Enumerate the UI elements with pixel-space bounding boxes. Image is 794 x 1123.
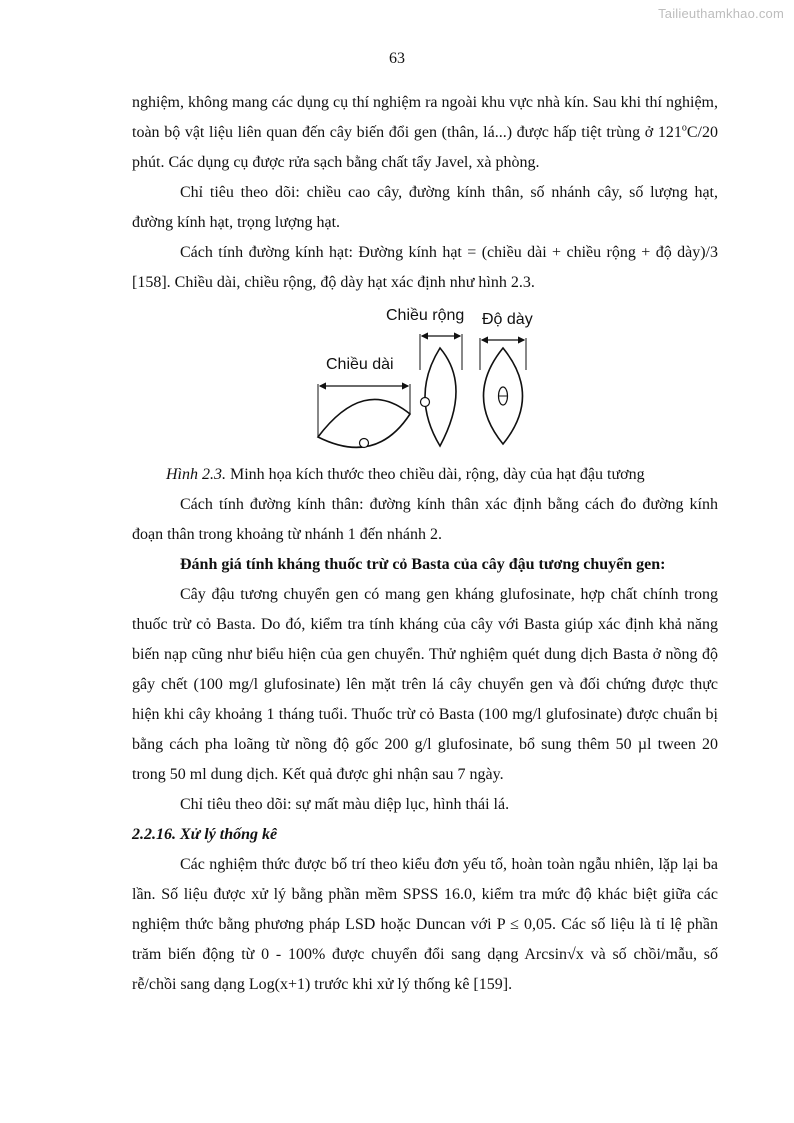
paragraph-seed-diameter: Cách tính đường kính hạt: Đường kính hạt = (chiều dài + chiều rộng + độ dày)/3 [158]. Chiều dài, chiều rộng, độ dày hạt xác định như hình 2.3. xyxy=(132,244,718,291)
page-number: 63 xyxy=(389,50,405,67)
label-length: Chiều dài xyxy=(326,356,394,373)
paragraph-seed-indicators: Chỉ tiêu theo dõi: chiều cao cây, đường kính thân, số nhánh cây, số lượng hạt, đường kính hạt, trọng lượng hạt. xyxy=(132,184,718,231)
paragraph-text-tail: C/20 phút. Các dụng cụ được rửa sạch bằng chất tẩy Javel, xà phòng. xyxy=(132,124,718,171)
watermark: Tailieuthamkhao.com xyxy=(658,6,784,21)
seed-length-view xyxy=(318,384,410,448)
label-width: Chiều rộng xyxy=(386,307,465,324)
section-heading-statistics: 2.2.16. Xử lý thống kê xyxy=(132,826,278,843)
paragraph-basta-test: Cây đậu tương chuyển gen có mang gen kháng glufosinate, hợp chất chính trong thuốc trừ cỏ Basta. Do đó, kiểm tra tính kháng của cây với Basta giúp xác định khả năng biến nạp cũng như biểu hiện của gen chuyển. Thử nghiệm quét dung dịch Basta ở nồng độ gây chết (100 mg/l glufosinate) lên mặt trên lá cây chuyển gen và đối chứng được thực hiện khi cây khoảng 1 tháng tuổi. Thuốc trừ cỏ Basta (100 mg/l glufosinate) được chuẩn bị bằng cách pha loãng từ nồng độ gốc 200 g/l glufosinate, bổ sung thêm 50 µl tween 20 trong 50 ml dung dịch. Kết quả được ghi nhận sau 7 ngày. xyxy=(132,586,718,783)
seed-width-view xyxy=(420,334,462,446)
seed-dimension-figure xyxy=(132,298,718,460)
paragraph-statistics: Các nghiệm thức được bố trí theo kiểu đơn yếu tố, hoàn toàn ngẫu nhiên, lặp lại ba lần. Số liệu được xử lý bằng phần mềm SPSS 16.0, kiểm tra mức độ khác biệt giữa các nghiệm thức bằng phương pháp LSD hoặc Duncan với P ≤ 0,05. Các số liệu là tỉ lệ phần trăm biến động từ 0 - 100% được chuyển đổi sang dạng Arcsin√x và số chồi/mẫu, số rễ/chồi sang dạng Log(x+1) trước khi xử lý thống kê [159]. xyxy=(132,856,718,993)
paragraph-continuation xyxy=(132,88,718,178)
label-thickness: Độ dày xyxy=(482,311,533,328)
subheading-basta-resistance: Đánh giá tính kháng thuốc trừ cỏ Basta của cây đậu tương chuyển gen: xyxy=(180,556,666,573)
document-body xyxy=(132,88,718,1000)
paragraph-text: nghiệm, không mang các dụng cụ thí nghiệm ra ngoài khu vực nhà kín. Sau khi thí nghiệm, toàn bộ vật liệu liên quan đến cây biến đổi gen (thân, lá...) được hấp tiệt trùng ở 121 xyxy=(132,94,718,141)
degree-superscript: o xyxy=(681,122,687,134)
figure-caption-label: Hình 2.3. xyxy=(166,466,226,483)
seed-thickness-view xyxy=(480,338,526,444)
figure-caption-text: Minh họa kích thước theo chiều dài, rộng, dày của hạt đậu tương xyxy=(226,466,645,483)
paragraph-basta-indicators: Chỉ tiêu theo dõi: sự mất màu diệp lục, hình thái lá. xyxy=(180,796,510,813)
seed-diagram xyxy=(312,296,552,456)
figure-caption xyxy=(132,460,718,490)
paragraph-stem-diameter: Cách tính đường kính thân: đường kính thân xác định bằng cách đo đường kính đoạn thân trong khoảng từ nhánh 1 đến nhánh 2. xyxy=(132,496,718,543)
